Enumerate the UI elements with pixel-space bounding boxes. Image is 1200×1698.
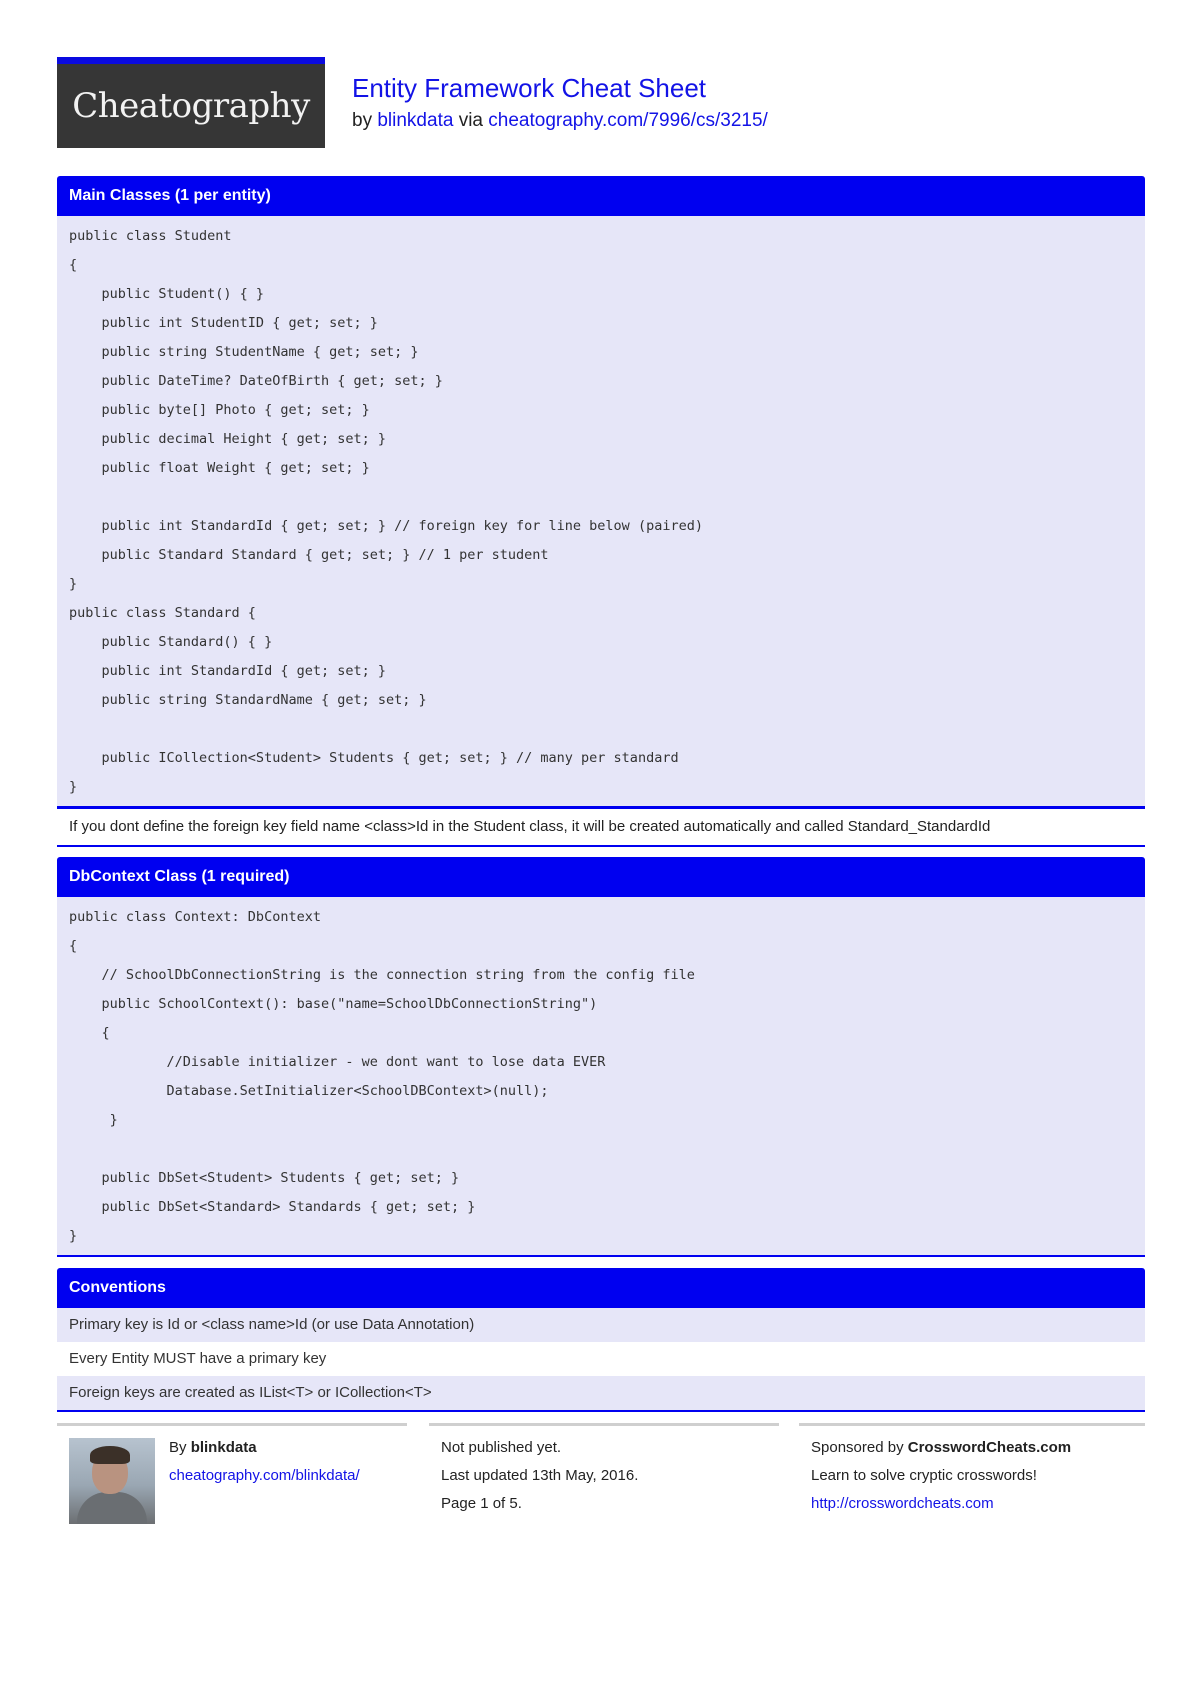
dbcontext-section <box>57 857 1145 1257</box>
author-profile-link[interactable]: cheatography.com/blinkdata/ <box>169 1467 360 1484</box>
cheatography-logo[interactable] <box>57 57 325 148</box>
section-header: DbContext Class (1 required) <box>57 857 1145 897</box>
avatar[interactable] <box>69 1438 155 1524</box>
section-header: Main Classes (1 per entity) <box>57 176 1145 216</box>
footer-author-column <box>57 1423 407 1536</box>
last-updated: Last updated 13th May, 2016. <box>441 1467 639 1484</box>
sponsor-info <box>811 1434 1071 1518</box>
logo-text: Cheatography <box>72 86 310 126</box>
sponsor-link[interactable]: http://crosswordcheats.com <box>811 1495 994 1512</box>
conventions-section <box>57 1268 1145 1412</box>
sponsor-name[interactable]: CrosswordCheats.com <box>907 1439 1072 1456</box>
code-block: public class Context: DbContext { // SchoolDbConnectionString is the connection string from the config file public SchoolContext(): base("name=SchoolDbConnectionString") { //Disable initializer - we dont want to lose data EVER Database.SetInitializer<SchoolDBContext>(null); } public DbSet<Student> Students { get; set; } public DbSet<Standard> Standards { get; set; } } <box>57 897 1145 1257</box>
byline <box>352 108 768 134</box>
section-header: Conventions <box>57 1268 1145 1308</box>
list-item: Primary key is Id or <class name>Id (or use Data Annotation) <box>57 1308 1145 1342</box>
author-info <box>169 1434 360 1490</box>
footer <box>57 1423 1145 1533</box>
page-number: Page 1 of 5. <box>441 1495 522 1512</box>
code-block: public class Student { public Student() { } public int StudentID { get; set; } public string StudentName { get; set; } public DateTime? DateOfBirth { get; set; } public byte[] Photo { get; set; } public decimal Height { get; set; } public float Weight { get; set; } public int StandardId { get; set; } // foreign key for line below (paired) public Standard Standard { get; set; } // 1 per student } public class Standard { public Standard() { } public int StandardId { get; set; } public string StandardName { get; set; } public ICollection<Student> Students { get; set; } // many per standard } <box>57 216 1145 806</box>
list-item: Every Entity MUST have a primary key <box>69 1350 327 1367</box>
footer-author-name[interactable]: blinkdata <box>190 1439 257 1456</box>
title-block <box>352 72 768 134</box>
list-item: Foreign keys are created as IList<T> or ICollection<T> <box>57 1376 1145 1412</box>
published-status: Not published yet. <box>441 1439 562 1456</box>
page-title[interactable]: Entity Framework Cheat Sheet <box>352 73 707 103</box>
by-label: By <box>169 1439 187 1456</box>
sponsor-tagline: Learn to solve cryptic crosswords! <box>811 1467 1037 1484</box>
sheet-url-link[interactable]: cheatography.com/7996/cs/3215/ <box>488 110 768 131</box>
author-link[interactable]: blinkdata <box>377 110 454 131</box>
byline-by: by <box>352 110 373 131</box>
footer-status-column <box>429 1423 779 1536</box>
byline-via: via <box>458 110 483 131</box>
footer-sponsor-column <box>799 1423 1145 1536</box>
sponsored-label: Sponsored by <box>811 1439 904 1456</box>
status-info <box>441 1434 638 1518</box>
section-note: If you dont define the foreign key field name <class>Id in the Student class, it will be created automatically and called Standard_StandardId <box>57 809 1145 847</box>
main-classes-section <box>57 176 1145 847</box>
